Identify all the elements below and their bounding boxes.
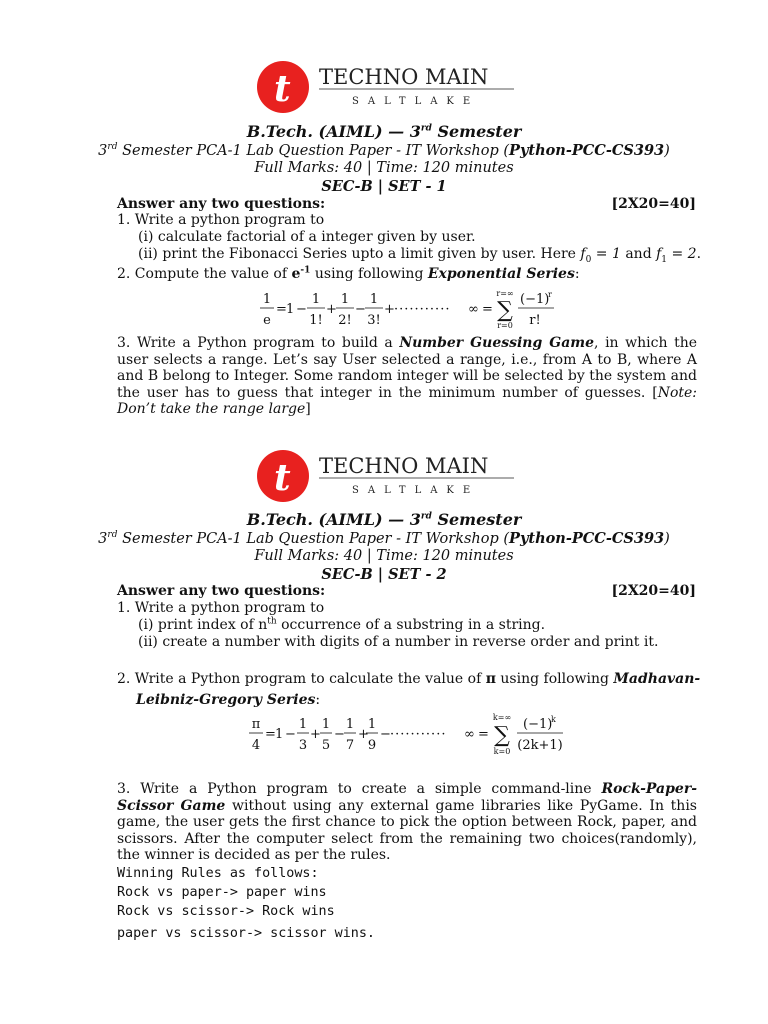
svg-text:r!: r! [529, 313, 541, 328]
svg-text:∞: ∞ [468, 302, 479, 317]
svg-text:(−1): (−1) [523, 717, 553, 732]
winning-rules-line: paper vs scissor-> scissor wins. [117, 926, 375, 941]
svg-text:r: r [548, 290, 552, 299]
marks-time: Full Marks: 40 | Time: 120 minutes [254, 160, 514, 176]
svg-text:+: + [384, 302, 395, 317]
svg-text:−: − [296, 302, 307, 317]
svg-text:1: 1 [345, 717, 355, 732]
svg-text:=: = [265, 727, 276, 742]
svg-text:∑: ∑ [494, 723, 510, 748]
svg-text:···········: ··········· [394, 302, 451, 317]
question-3: 3. Write a Python program to create a simple command-line Rock-Paper-Scissor Game without using any external game libraries like PyGame. In this game, the user gets the first chance to pick the option between Rock, paper, and scissors. After the computer select from the remaining two choices(randomly), the winner is decided as per the rules. [117, 781, 697, 863]
svg-text:k: k [551, 715, 556, 724]
svg-text:=: = [478, 727, 489, 742]
svg-text:7: 7 [345, 738, 355, 753]
paper-title: 3rd Semester PCA-1 Lab Question Paper - IT Workshop (Python-PCC-CS393) [98, 530, 670, 547]
winning-rules-line: Rock vs paper-> paper wins [117, 885, 327, 900]
svg-text:2!: 2! [338, 313, 352, 328]
svg-text:1!: 1! [309, 313, 323, 328]
svg-text:(2k+1): (2k+1) [517, 738, 563, 753]
question-2: 2. Compute the value of $e^{-1}$ using following Exponential Series: [117, 265, 580, 282]
svg-text:TECHNO MAIN: TECHNO MAIN [319, 65, 489, 89]
exam-title: B.Tech. (AIML) — 3rd Semester [246, 510, 522, 529]
marks-time: Full Marks: 40 | Time: 120 minutes [254, 548, 514, 564]
svg-text:=: = [482, 302, 493, 317]
svg-text:−: − [380, 727, 391, 742]
svg-text:r=∞: r=∞ [496, 289, 514, 298]
svg-text:1: 1 [367, 717, 377, 732]
svg-text:∞: ∞ [464, 727, 475, 742]
svg-text:t: t [274, 457, 291, 499]
mark-scheme: [2X20=40] [611, 583, 696, 599]
mark-scheme: [2X20=40] [611, 196, 696, 212]
question-2: 2. Write a Python program to calculate the value of π using following Madhavan- [117, 671, 701, 687]
svg-text:5: 5 [321, 738, 331, 753]
svg-text:3!: 3! [367, 313, 381, 328]
svg-text:9: 9 [367, 738, 377, 753]
question-2-series-name: Leibniz-Gregory Series: [136, 692, 321, 708]
svg-text:1: 1 [286, 302, 295, 317]
svg-text:+: + [326, 302, 337, 317]
svg-text:−: − [334, 727, 345, 742]
svg-text:3: 3 [298, 738, 308, 753]
question-1-lead: 1. Write a python program to [117, 600, 325, 616]
svg-text:+: + [358, 727, 369, 742]
college-logo [252, 60, 522, 114]
winning-rules-line: Rock vs scissor-> Rock wins [117, 904, 335, 919]
svg-text:−: − [285, 727, 296, 742]
svg-text:1: 1 [369, 292, 379, 307]
svg-text:=: = [276, 302, 287, 317]
question-1-lead: 1. Write a python program to [117, 212, 325, 228]
svg-text:1: 1 [311, 292, 321, 307]
section-set: SEC-B | SET - 2 [321, 566, 447, 583]
svg-text:SALTLAKE: SALTLAKE [352, 96, 480, 107]
winning-rules-line: Winning Rules as follows: [117, 866, 319, 881]
college-logo [252, 449, 522, 503]
question-1-part-ii: (ii) create a number with digits of a number in reverse order and print it. [138, 634, 659, 650]
svg-text:4: 4 [251, 738, 261, 753]
svg-text:k=0: k=0 [493, 747, 511, 756]
question-3: 3. Write a Python program to build a Number Guessing Game, in which the user selects a range. Let’s say User selected a range, i.e., from A to B, where A and B belong to Integer. Some random integer will be selected by the system and the user has to guess that integer in the minimum number of guesses. [Note: Don’t take the range large] [117, 335, 697, 417]
svg-text:−: − [355, 302, 366, 317]
question-1-part-ii: (ii) print the Fibonacci Series upto a limit given by user. Here $f_0 = 1$ and $f_1 = 2$. [138, 246, 702, 265]
svg-text:k=∞: k=∞ [492, 713, 512, 722]
exponential-series-formula [258, 286, 558, 332]
exam-title: B.Tech. (AIML) — 3rd Semester [246, 122, 522, 141]
svg-text:e: e [263, 313, 271, 328]
leibniz-series-formula [246, 710, 576, 758]
svg-text:1: 1 [262, 292, 272, 307]
svg-text:∑: ∑ [497, 298, 513, 323]
instruction: Answer any two questions: [117, 583, 326, 599]
section-set: SEC-B | SET - 1 [321, 178, 447, 195]
svg-text:+: + [310, 727, 321, 742]
svg-text:SALTLAKE: SALTLAKE [352, 485, 480, 496]
svg-text:1: 1 [321, 717, 331, 732]
question-1-part-i: (i) calculate factorial of a integer given by user. [138, 229, 476, 245]
question-1-part-i: (i) print index of $n^{th}$ occurrence of a substring in a string. [138, 616, 546, 633]
svg-text:···········: ··········· [390, 727, 447, 742]
svg-text:t: t [274, 68, 291, 110]
svg-text:π: π [251, 717, 261, 732]
svg-text:r=0: r=0 [497, 321, 513, 330]
paper-title: 3rd Semester PCA-1 Lab Question Paper - IT Workshop (Python-PCC-CS393) [98, 142, 670, 159]
svg-text:1: 1 [340, 292, 350, 307]
svg-text:TECHNO MAIN: TECHNO MAIN [319, 454, 489, 478]
svg-text:(−1): (−1) [520, 292, 550, 307]
svg-text:1: 1 [298, 717, 308, 732]
svg-text:1: 1 [275, 727, 284, 742]
instruction: Answer any two questions: [117, 196, 326, 212]
